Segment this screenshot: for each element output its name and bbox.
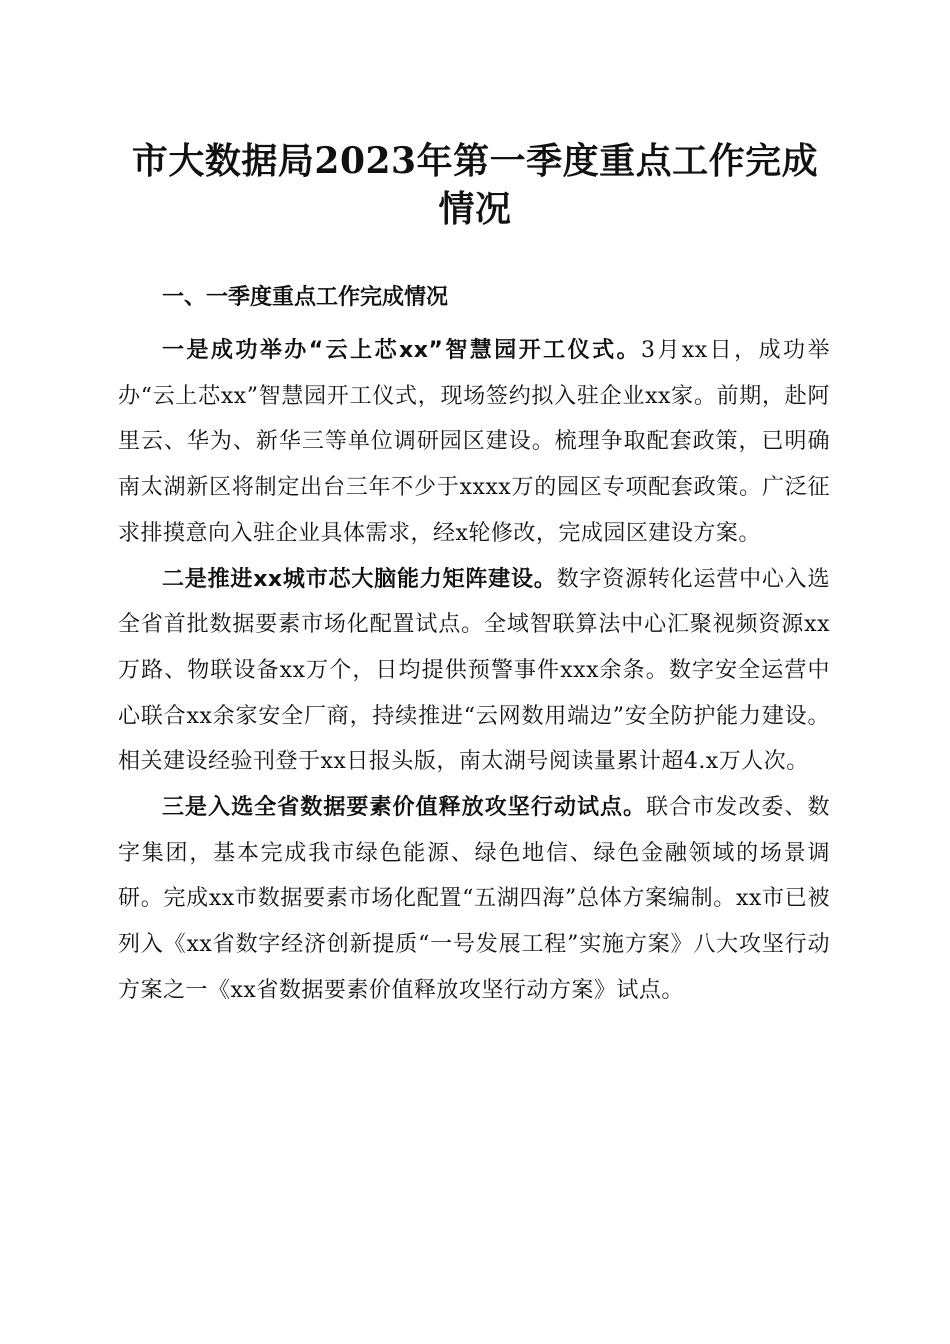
paragraph-3-lead: 三是入选全省数据要素价值释放攻坚行动试点。	[162, 795, 647, 821]
paragraph-1-text: 3月xx日，成功举办“云上芯xx”智慧园开工仪式，现场签约拟入驻企业xx家。前期，赴阿里云、华为、新华三等单位调研园区建设。梳理争取配套政策，已明确南太湖新区将制定出台三年不少于xxxx万的园区专项配套政策。广泛征求排摸意向入驻企业具体需求，经x轮修改，完成园区建设方案。	[118, 338, 830, 546]
document-title: 市大数据局2023年第一季度重点工作完成情况	[131, 140, 819, 230]
paragraph-2-lead: 二是推进xx城市芯大脑能力矩阵建设。	[162, 566, 557, 592]
document-body	[118, 280, 830, 1014]
paragraph-1	[118, 328, 830, 557]
paragraph-2	[118, 557, 830, 786]
paragraph-3-text: 联合市发改委、数字集团，基本完成我市绿色能源、绿色地信、绿色金融领域的场景调研。完成xx市数据要素市场化配置“五湖四海”总体方案编制。xx市已被列入《xx省数字经济创新提质“一号发展工程”实施方案》八大攻坚行动方案之一《xx省数据要素价值释放攻坚行动方案》试点。	[118, 795, 830, 1003]
section-heading: 一、一季度重点工作完成情况	[162, 285, 449, 310]
paragraph-2-text: 数字资源转化运营中心入选全省首批数据要素市场化配置试点。全域智联算法中心汇聚视频资源xx万路、物联设备xx万个，日均提供预警事件xxx余条。数字安全运营中心联合xx余家安全厂商，持续推进“云网数用端边”安全防护能力建设。相关建设经验刊登于xx日报头版，南太湖号阅读量累计超4.x万人次。	[118, 566, 830, 775]
paragraph-3	[118, 785, 830, 1014]
paragraph-1-lead: 一是成功举办“云上芯xx”智慧园开工仪式。	[162, 338, 641, 363]
